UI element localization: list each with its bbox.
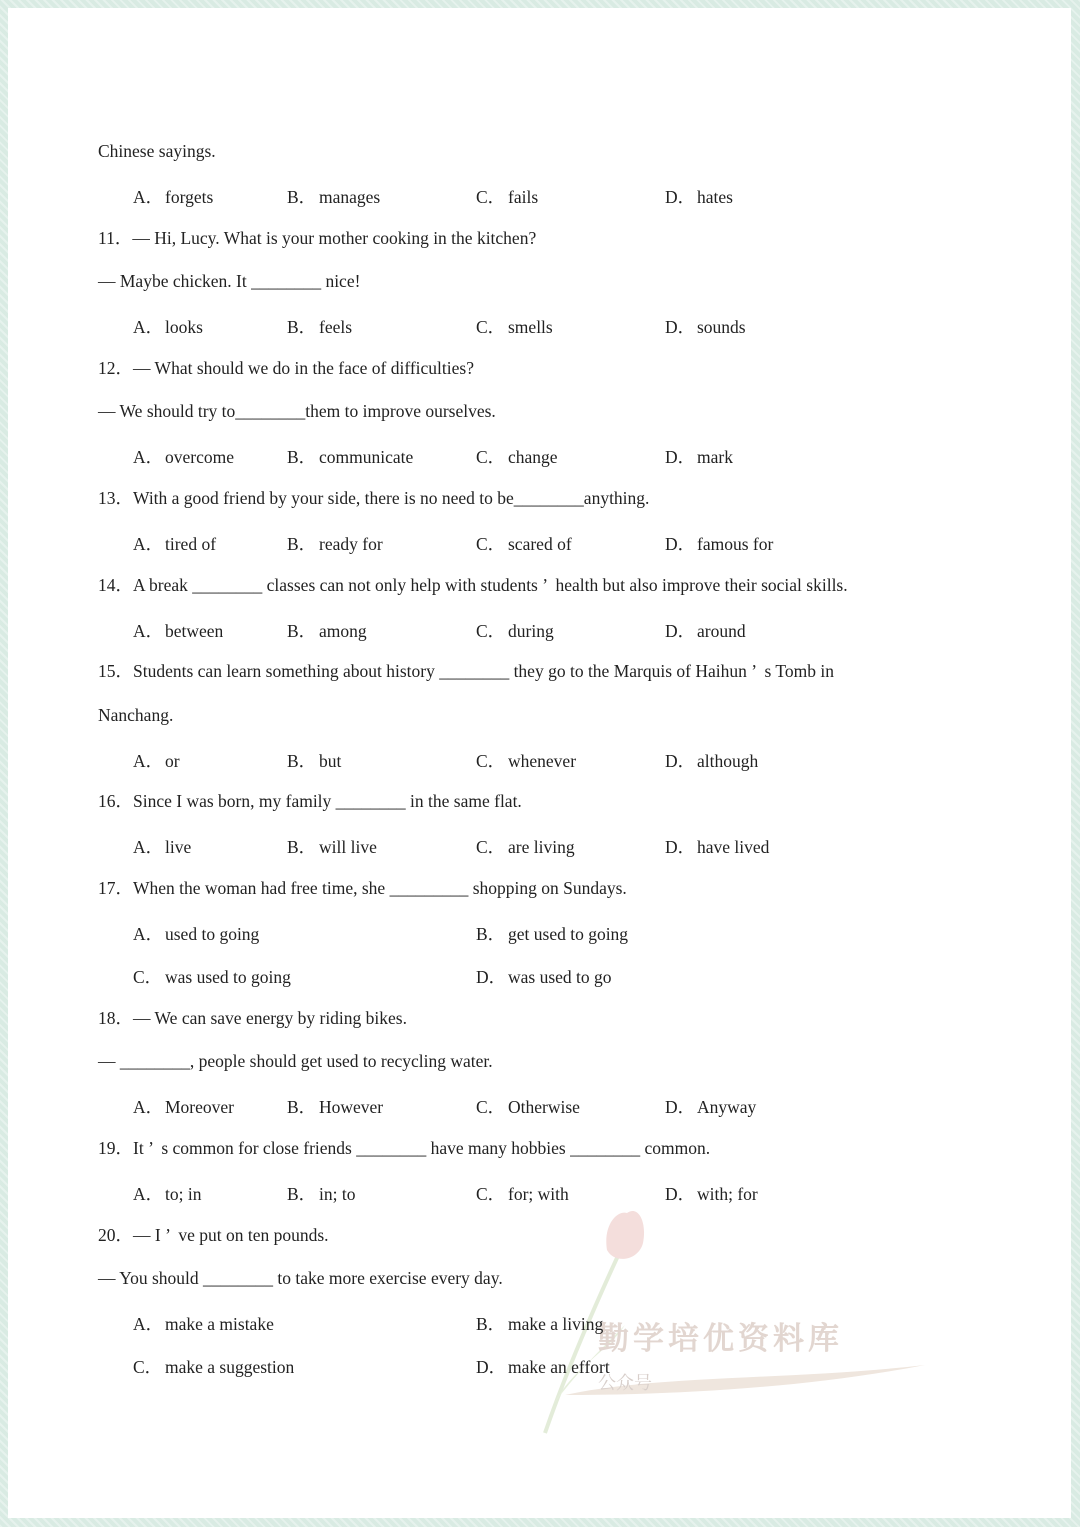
option-a: A． Moreover [133, 1097, 235, 1117]
watermark-subtitle: 公众号 [598, 1373, 652, 1394]
option-a: A． looks [133, 317, 203, 337]
option-b: B． make a living [476, 1314, 604, 1334]
option-b: B． manages [287, 187, 381, 207]
option-c: C． whenever [476, 751, 577, 771]
option-b: B． communicate [287, 447, 414, 467]
option-b: B． However [287, 1097, 384, 1117]
option-c: C． scared of [476, 534, 572, 554]
question-15-stem-cont: Nanchang. [98, 705, 174, 725]
option-b: B． feels [287, 317, 353, 337]
option-c: C． for; with [476, 1184, 569, 1204]
question-12-reply: — We should try to________them to improve ourselves. [98, 401, 496, 421]
option-d: D． around [665, 621, 746, 641]
option-b: B． among [287, 621, 367, 641]
option-c: C． make a suggestion [133, 1357, 295, 1377]
option-c: C． smells [476, 317, 553, 337]
option-c: C． was used to going [133, 967, 291, 987]
question-13-stem: 13．With a good friend by your side, there is no need to be________anything. [98, 488, 650, 508]
option-d: D． sounds [665, 317, 746, 337]
option-d: D． have lived [665, 837, 770, 857]
question-11-options [0, 314, 1080, 337]
option-c: C． change [476, 447, 558, 467]
option-d: D． Anyway [665, 1097, 757, 1117]
option-d: D． mark [665, 447, 733, 467]
question-10-options [0, 184, 1080, 207]
option-a: A． forgets [133, 187, 214, 207]
watermark-title: 勤学培优资料库 [598, 1321, 843, 1357]
option-b: B． ready for [287, 534, 383, 554]
option-b: B． in; to [287, 1184, 356, 1204]
question-14-options [0, 618, 1080, 641]
question-20-reply: — You should ________ to take more exercise every day. [98, 1268, 503, 1288]
option-d: D． hates [665, 187, 733, 207]
question-18-options [0, 1094, 1080, 1117]
question-17-options-row1 [0, 921, 1080, 944]
question-20-options-row2 [0, 1354, 1080, 1377]
option-d: D． famous for [665, 534, 774, 554]
option-c: C． are living [476, 837, 575, 857]
question-20-stem: 20．— I ’ ve put on ten pounds. [98, 1225, 329, 1245]
question-20-options-row1 [0, 1311, 1080, 1334]
question-17-stem: 17．When the woman had free time, she _________ shopping on Sundays. [98, 878, 627, 898]
question-17-options-row2 [0, 964, 1080, 987]
question-12-stem: 12．— What should we do in the face of difficulties? [98, 358, 474, 378]
question-19-stem: 19．It ’ s common for close friends ________ have many hobbies ________ common. [98, 1138, 711, 1158]
option-b: B． will live [287, 837, 377, 857]
option-d: D． with; for [665, 1184, 758, 1204]
question-16-stem: 16．Since I was born, my family ________ in the same flat. [98, 791, 522, 811]
question-19-options [0, 1181, 1080, 1204]
option-b: B． but [287, 751, 342, 771]
question-15-stem: 15．Students can learn something about history ________ they go to the Marquis of Haihun ’ s Tomb in [98, 661, 834, 681]
option-c: C． fails [476, 187, 539, 207]
question-14-stem: 14．A break ________ classes can not only help with students ’ health but also improve their social skills. [98, 575, 848, 595]
question-13-options [0, 531, 1080, 554]
option-a: A． live [133, 837, 192, 857]
question-18-stem: 18．— We can save energy by riding bikes. [98, 1008, 407, 1028]
option-a: A． used to going [133, 924, 260, 944]
question-11-stem: 11．— Hi, Lucy. What is your mother cooking in the kitchen? [98, 228, 537, 248]
option-c: C． Otherwise [476, 1097, 580, 1117]
question-12-options [0, 444, 1080, 467]
option-b: B． get used to going [476, 924, 629, 944]
option-d: D． was used to go [476, 967, 612, 987]
question-16-options [0, 834, 1080, 857]
question-11-reply: — Maybe chicken. It ________ nice! [98, 271, 361, 291]
option-c: C． during [476, 621, 554, 641]
option-d: D． although [665, 751, 759, 771]
option-a: A． to; in [133, 1184, 202, 1204]
option-d: D． make an effort [476, 1357, 610, 1377]
option-a: A． tired of [133, 534, 217, 554]
option-a: A． overcome [133, 447, 234, 467]
option-a: A． make a mistake [133, 1314, 274, 1334]
option-a: A． or [133, 751, 180, 771]
question-10-tail: Chinese sayings. [98, 141, 216, 161]
question-18-reply: — ________, people should get used to recycling water. [98, 1051, 493, 1071]
option-a: A． between [133, 621, 224, 641]
question-15-options [0, 748, 1080, 771]
